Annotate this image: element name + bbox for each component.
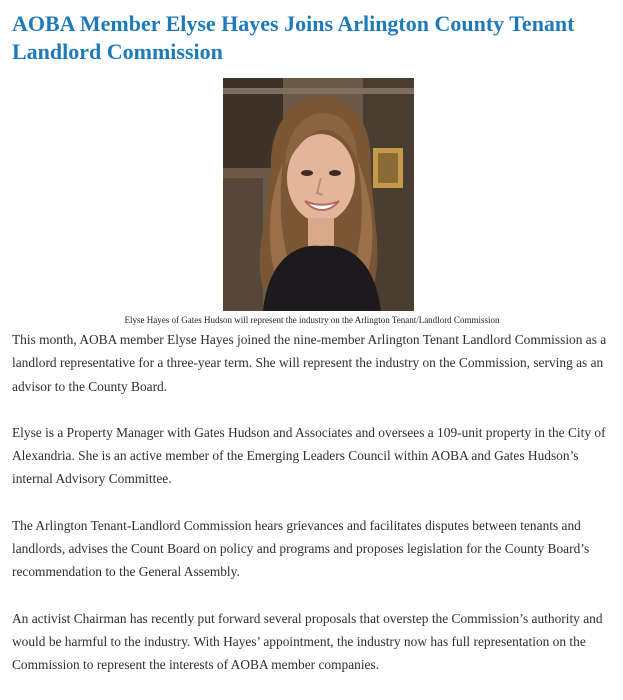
photo-caption: Elyse Hayes of Gates Hudson will represent the industry on the Arlington Tenant/Landlord Commission	[124, 315, 500, 325]
paragraph: Elyse is a Property Manager with Gates Hudson and Associates and oversees a 109-unit property in the City of Alexandria. She is an active member of the Emerging Leaders Council within AOBA and Gates Hudson’s internal Advisory Committee.	[12, 424, 606, 487]
article	[12, 10, 616, 673]
article-headline: AOBA Member Elyse Hayes Joins Arlington County Tenant Landlord Commission	[12, 11, 575, 64]
article-body	[12, 328, 616, 700]
portrait-image	[223, 78, 414, 311]
paragraph: The Arlington Tenant-Landlord Commission hears grievances and facilitates disputes between tenants and landlords, advises the Count Board on policy and programs and proposes legislation for the County Board’s recommendation to the General Assembly.	[12, 517, 590, 580]
paragraph: This month, AOBA member Elyse Hayes joined the nine-member Arlington Tenant Landlord Commission as a landlord representative for a three-year term. She will represent the industry on the Commission, serving as an advisor to the County Board.	[12, 332, 607, 394]
paragraph: An activist Chairman has recently put forward several proposals that overstep the Commission’s authority and would be harmful to the industry. With Hayes’ appointment, the industry now has full representation on the Commission to represent the interests of AOBA member companies.	[12, 610, 603, 673]
portrait-photo	[223, 78, 414, 311]
